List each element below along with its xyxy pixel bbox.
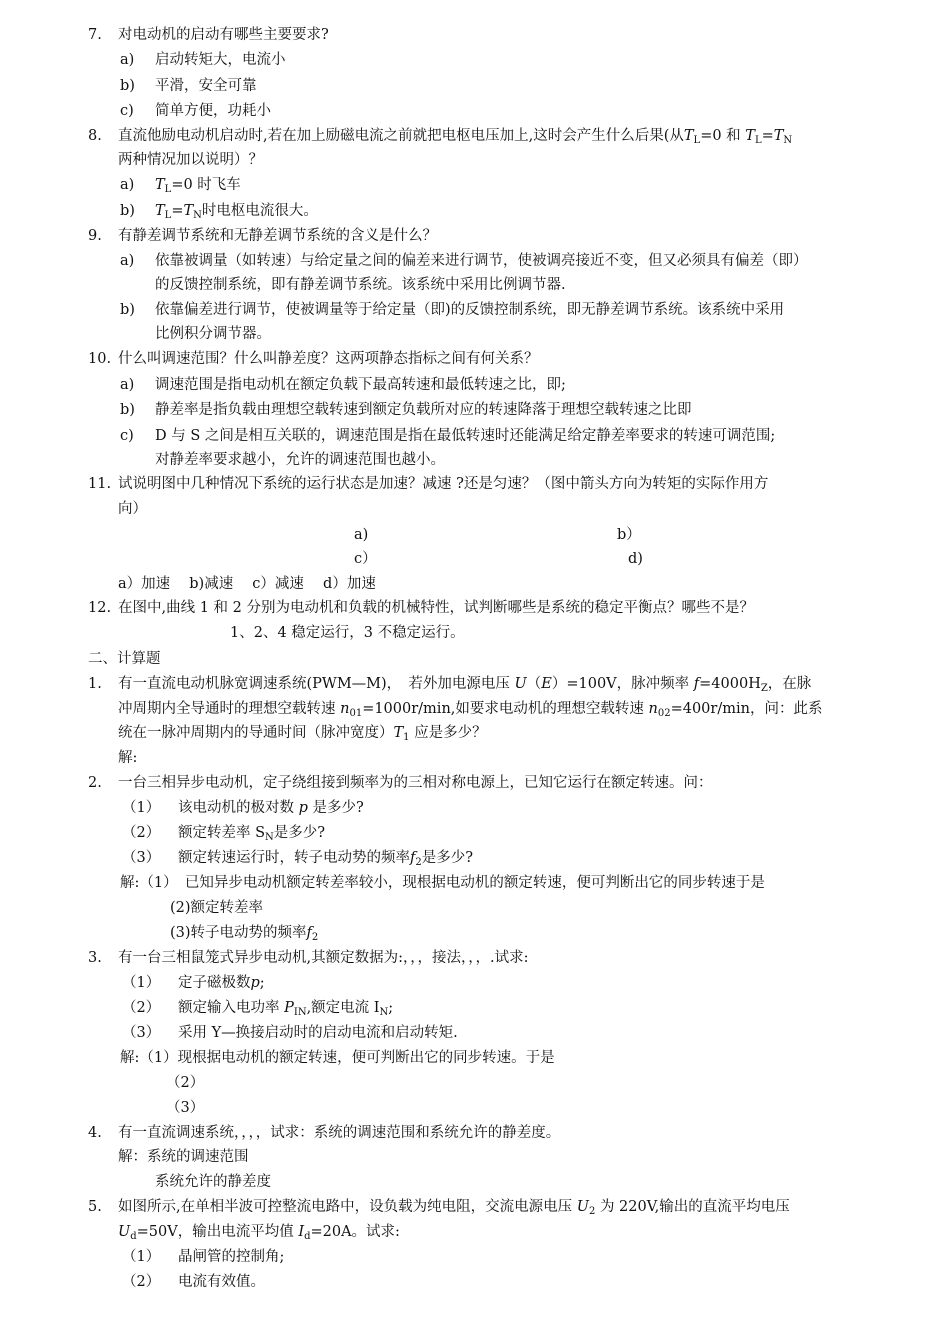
c5-part1-label: （1） — [122, 1249, 161, 1265]
c1-solution: 解: — [118, 750, 138, 766]
q9-answer-b-line1: 依靠偏差进行调节，使被调量等于给定量（即)的反馈控制系统，即无静差调节系统。该系统中采用 — [155, 302, 785, 318]
c1-line3: 统在一脉冲周期内的导通时间（脉冲宽度）$T_1$ 应是多少？ — [118, 725, 487, 743]
q10-answer-c-line1: D 与 S 之间是相互关联的，调速范围是指在最低转速时还能满足给定静差率要求的转速可调范围; — [155, 428, 776, 444]
c3-question: 有一台三相鼠笼式异步电动机,其额定数据为:，，，接法，，，.试求: — [118, 950, 529, 966]
c2-part3: 额定转速运行时，转子电动势的频率$f_2$是多少? — [178, 850, 474, 868]
q7-number: 7. — [88, 27, 102, 43]
q8-answer-b-label: b) — [120, 203, 135, 219]
c3-solution-2: （2） — [166, 1075, 205, 1091]
q7-answer-c-label: c) — [120, 103, 134, 119]
q11-answer: a）加速 b)减速 c）减速 d）加速 — [118, 576, 376, 592]
q8-answer-a: $T_L=0$ 时飞车 — [155, 177, 241, 195]
c5-line2: $U_d=50V$，输出电流平均值 $I_d=20A$。试求: — [118, 1224, 400, 1242]
q7-question: 对电动机的启动有哪些主要要求? — [118, 27, 329, 43]
c2-question: 一台三相异步电动机，定子绕组接到频率为的三相对称电源上，已知它运行在额定转速。问： — [118, 775, 713, 791]
q11-question-line1: 试说明图中几种情况下系统的运行状态是加速？减速 ?还是匀速？（图中箭头方向为转矩的实际作用方 — [118, 476, 769, 492]
q12-answer: 1、2、4 稳定运行，3 不稳定运行。 — [230, 625, 465, 641]
c3-solution-1: 解:（1）现根据电动机的额定转速，便可判断出它的同步转速。于是 — [120, 1050, 555, 1066]
q11-number: 11. — [88, 476, 112, 492]
q7-answer-c: 简单方便，功耗小 — [155, 103, 271, 119]
c3-part2-label: （2） — [122, 1000, 161, 1016]
c2-solution-1: 解:（1） 已知异步电动机额定转差率较小，现根据电动机的额定转速，便可判断出它的同步转速于是 — [120, 875, 765, 891]
c3-part2: 额定输入电功率 $P_{IN}$,额定电流 $I_N$; — [178, 1000, 394, 1018]
c4-solution-1: 解：系统的调速范围 — [118, 1149, 249, 1165]
q10-number: 10. — [88, 351, 112, 367]
c5-number: 5. — [88, 1199, 102, 1215]
c3-number: 3. — [88, 950, 102, 966]
q10-answer-b-label: b) — [120, 402, 135, 418]
q9-number: 9. — [88, 228, 102, 244]
q10-answer-a: 调速范围是指电动机在额定负载下最高转速和最低转速之比，即; — [155, 377, 566, 393]
q9-answer-a-line2: 的反馈控制系统，即有静差调节系统。该系统中采用比例调节器. — [155, 277, 566, 293]
q12-number: 12. — [88, 600, 112, 616]
section-title-calculation: 二、计算题 — [88, 651, 161, 667]
c4-question: 有一直流调速系统，，，，试求：系统的调速范围和系统允许的静差度。 — [118, 1125, 561, 1141]
c5-part1: 晶闸管的控制角; — [178, 1249, 285, 1265]
q9-answer-b-line2: 比例积分调节器。 — [155, 326, 271, 342]
c2-part2: 额定转差率 $S_N$是多少? — [178, 825, 326, 843]
q8-question-line2: 两种情况加以说明）？ — [118, 152, 263, 168]
q9-question: 有静差调节系统和无静差调节系统的含义是什么？ — [118, 228, 437, 244]
c5-part2: 电流有效值。 — [178, 1274, 265, 1290]
c2-solution-3: (3)转子电动势的频率$f_2$ — [170, 925, 319, 943]
c1-line1: 有一直流电动机脉宽调速系统(PWM—M)， 若外加电源电压 U（E）=100V，脉冲频率 $f=4000H_Z$，在脉 — [118, 676, 812, 694]
q7-answer-b-label: b) — [120, 78, 135, 94]
q10-question: 什么叫调速范围？什么叫静差度？这两项静态指标之间有何关系？ — [118, 351, 539, 367]
q10-answer-c-line2: 对静差率要求越小，允许的调速范围也越小。 — [155, 452, 445, 468]
q10-answer-c-label: c) — [120, 428, 134, 444]
c2-number: 2. — [88, 775, 102, 791]
c2-part3-label: （3） — [122, 850, 161, 866]
c3-solution-3: （3） — [166, 1100, 205, 1116]
c1-number: 1. — [88, 676, 102, 692]
c5-line1: 如图所示,在单相半波可控整流电路中，设负载为纯电阻，交流电源电压 $U_2$ 为 220V,输出的直流平均电压 — [118, 1199, 790, 1217]
q9-answer-a-label: a) — [120, 253, 135, 269]
q8-answer-b: $T_L=T_N$时电枢电流很大。 — [155, 203, 318, 221]
q10-answer-a-label: a) — [120, 377, 135, 393]
q11-figure-d-label: d) — [628, 551, 643, 567]
c3-part3-label: （3） — [122, 1025, 161, 1041]
c3-part1: 定子磁极数p; — [178, 975, 265, 991]
q8-answer-a-label: a) — [120, 177, 135, 193]
q7-answer-a: 启动转矩大，电流小 — [155, 52, 286, 68]
q9-answer-b-label: b) — [120, 302, 135, 318]
c2-part1: 该电动机的极对数 p 是多少? — [178, 800, 364, 816]
q11-figure-b-label: b） — [617, 527, 641, 543]
c2-solution-2: (2)额定转差率 — [170, 900, 264, 916]
c4-number: 4. — [88, 1125, 102, 1141]
q11-figure-c-label: c） — [354, 551, 377, 567]
c1-line2: 冲周期内全导通时的理想空载转速 $n_{01}=1000r/\min$,如要求电动机的理想空载转速 $n_{02}=400r/\min$，问：此系 — [118, 701, 823, 719]
c5-part2-label: （2） — [122, 1274, 161, 1290]
q11-question-line2: 向） — [118, 501, 147, 517]
q7-answer-a-label: a) — [120, 52, 135, 68]
q12-question: 在图中,曲线 1 和 2 分别为电动机和负载的机械特性，试判断哪些是系统的稳定平衡点？哪些不是？ — [118, 600, 754, 616]
q7-answer-b: 平滑，安全可靠 — [155, 78, 257, 94]
c3-part3: 采用 Y—换接启动时的启动电流和启动转矩. — [178, 1025, 458, 1041]
c2-part2-label: （2） — [122, 825, 161, 841]
q10-answer-b: 静差率是指负载由理想空载转速到额定负载所对应的转速降落于理想空载转速之比即 — [155, 402, 692, 418]
c4-solution-2: 系统允许的静差度 — [155, 1174, 271, 1190]
q8-number: 8. — [88, 128, 102, 144]
q11-figure-a-label: a) — [354, 527, 369, 543]
q9-answer-a-line1: 依靠被调量（如转速）与给定量之间的偏差来进行调节，使被调亮接近不变，但又必须具有偏差（即） — [155, 253, 808, 269]
c2-part1-label: （1） — [122, 800, 161, 816]
q8-question-line1: 直流他励电动机启动时,若在加上励磁电流之前就把电枢电压加上,这时会产生什么后果(从$T_L=0$ 和 $T_L=T_N$ — [118, 128, 793, 146]
c3-part1-label: （1） — [122, 975, 161, 991]
